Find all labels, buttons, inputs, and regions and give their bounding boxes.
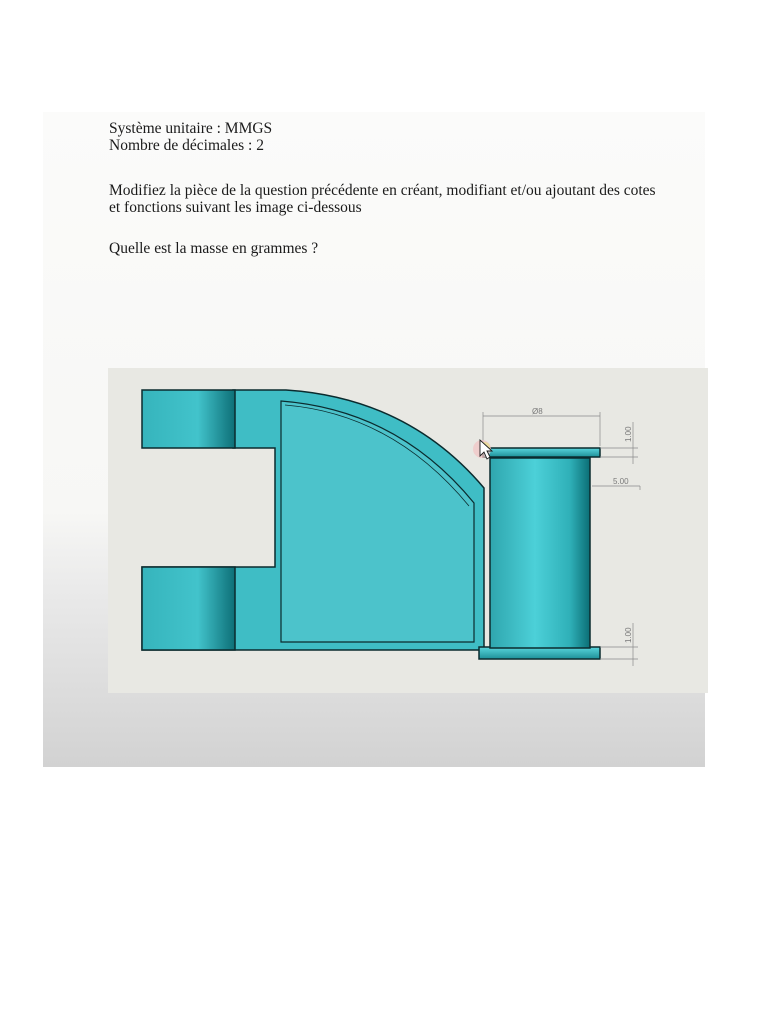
- question-text: Quelle est la masse en grammes ?: [109, 240, 319, 257]
- decimals-line: Nombre de décimales : 2: [109, 137, 264, 154]
- dim-diameter: [483, 412, 600, 446]
- top-flange: [483, 448, 600, 457]
- dim-diameter-label: Ø8: [532, 407, 543, 416]
- instruction-text: Modifiez la pièce de la question précédente en créant, modifiant et/ou ajoutant des cotes et fonctions suivant les image ci-dessous: [109, 182, 656, 216]
- cad-figure: [108, 368, 708, 693]
- dim-offset-label: 5.00: [613, 477, 629, 486]
- dim-bottom-flange-label: 1.00: [624, 627, 633, 643]
- clevis-top: [142, 390, 235, 448]
- mouse-cursor-icon: [473, 440, 492, 459]
- cad-drawing: [108, 368, 708, 693]
- dim-top-flange-label: 1.00: [624, 426, 633, 442]
- bottom-flange: [479, 647, 600, 659]
- recessed-panel: [281, 401, 474, 642]
- units-block: [109, 120, 272, 154]
- cylinder: [490, 458, 590, 648]
- document-page: [43, 112, 705, 767]
- units-line: Système unitaire : MMGS: [109, 120, 273, 137]
- dim-offset: [592, 486, 640, 490]
- clevis-bottom: [142, 567, 235, 650]
